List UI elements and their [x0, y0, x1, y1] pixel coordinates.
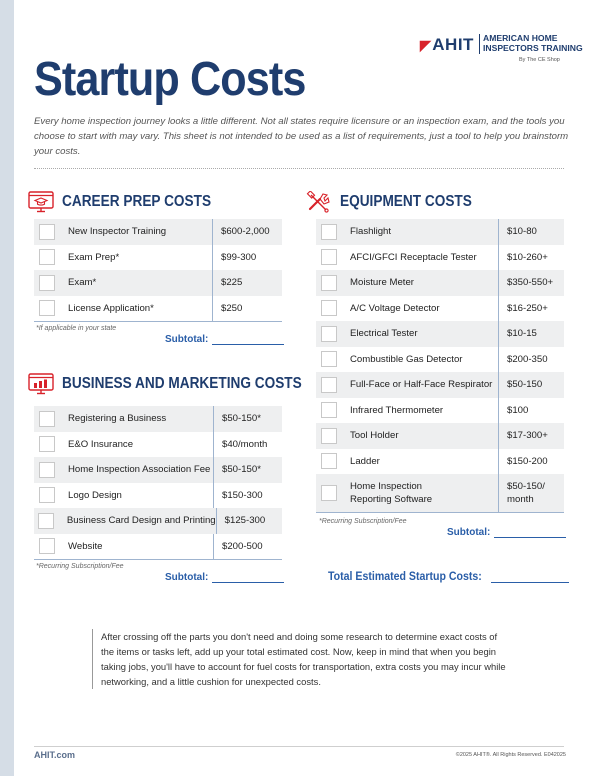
subtotal-label: Subtotal:: [447, 527, 491, 538]
left-accent-bar: [0, 0, 14, 776]
item-label: New Inspector Training: [68, 226, 167, 238]
checkbox-cell: [316, 347, 342, 373]
item-label: Website: [68, 540, 103, 552]
item-price: $50-150: [498, 372, 564, 398]
subtotal-input-line[interactable]: [494, 527, 566, 538]
item-price-line1: $50-150/: [507, 481, 545, 492]
item-price: $150-200: [498, 449, 564, 475]
ahit-logo: [420, 30, 583, 70]
item-label: A/C Voltage Detector: [350, 302, 440, 314]
item-label: Combustible Gas Detector: [350, 353, 463, 365]
checkbox-cell: [34, 432, 60, 458]
checkbox-cell: [316, 296, 342, 322]
item-label-line2: Reporting Software: [350, 494, 433, 505]
checkbox[interactable]: [321, 453, 337, 469]
table-row: [316, 449, 564, 475]
item-label: Ladder: [350, 455, 380, 467]
table-row: [316, 219, 564, 245]
table-row: [34, 432, 282, 458]
business-title: BUSINESS AND MARKETING COSTS: [62, 375, 302, 392]
item-price: $99-300: [212, 245, 282, 271]
item-label: Tool Holder: [350, 430, 399, 442]
logo-name-line2: INSPECTORS TRAINING: [483, 43, 583, 53]
checkbox-cell: [34, 270, 60, 296]
footer-site-link[interactable]: AHIT.com: [34, 750, 76, 760]
item-price: $250: [212, 296, 282, 322]
checkbox-cell: [316, 245, 342, 271]
checkbox[interactable]: [321, 224, 337, 240]
logo-mark-text: AHIT: [432, 35, 474, 54]
item-price: $200-500: [213, 534, 282, 560]
tools-icon: [306, 191, 332, 213]
career-prep-table: [34, 219, 282, 322]
table-bottom-rule: [34, 321, 282, 322]
equipment-table: [316, 219, 564, 513]
item-price: $125-300: [216, 508, 282, 534]
intro-text: Every home inspection journey looks a little different. Not all states require licensure or an inspection exam, and the tools you choose to start with may vary. This sheet is not intended to be used as a list of requirements, just a tool to help you brainstorm your costs.: [34, 116, 569, 157]
career-prep-header: [28, 190, 231, 214]
equipment-note: *Recurring Subscription/Fee: [319, 518, 407, 525]
item-price: $10-260+: [498, 245, 564, 271]
table-row: [316, 372, 564, 398]
item-price: $50-150*: [213, 457, 282, 483]
item-price: $16-250+: [498, 296, 564, 322]
item-price: $200-350: [498, 347, 564, 373]
business-table: [34, 406, 282, 560]
logo-name: [483, 33, 583, 53]
item-label: Exam*: [68, 277, 97, 289]
career-prep-title: CAREER PREP COSTS: [62, 193, 212, 210]
table-row: [34, 245, 282, 271]
checkbox[interactable]: [39, 224, 55, 240]
checkbox[interactable]: [321, 249, 337, 265]
business-subtotal: [165, 572, 284, 583]
checkbox-cell: [316, 270, 342, 296]
item-price: [498, 474, 564, 512]
table-row: [34, 270, 282, 296]
checkbox[interactable]: [321, 351, 337, 367]
subtotal-input-line[interactable]: [212, 334, 284, 345]
checkbox-cell: [316, 372, 342, 398]
item-price: $10-15: [498, 321, 564, 347]
checkbox-cell: [34, 406, 60, 432]
table-row: [34, 483, 282, 509]
item-price: $17-300+: [498, 423, 564, 449]
subtotal-label: Subtotal:: [165, 572, 209, 583]
checkbox-cell: [316, 449, 342, 475]
item-label: Infrared Thermometer: [350, 404, 444, 416]
logo-name-line1: AMERICAN HOME: [483, 33, 558, 43]
item-price: $10-80: [498, 219, 564, 245]
item-price: $100: [498, 398, 564, 424]
checkbox-cell: [316, 219, 342, 245]
item-label: Registering a Business: [68, 413, 167, 425]
checkbox[interactable]: [39, 275, 55, 291]
item-price: $40/month: [213, 432, 282, 458]
logo-mark: [420, 35, 474, 55]
equipment-header: [306, 190, 490, 214]
table-row: [34, 534, 282, 560]
table-row: [316, 474, 564, 512]
table-row: [316, 296, 564, 322]
checkbox[interactable]: [39, 300, 55, 316]
business-note: *Recurring Subscription/Fee: [36, 563, 124, 570]
closing-paragraph: After crossing off the parts you don't need and doing some research to determine exact costs of the items or tasks left, add up your total estimated cost. Now, keep in mind that when you begin taking jobs, you'll have to account for fuel costs for transportation, extra costs you may incur while networking, and a little cushion for unexpected costs.: [92, 629, 512, 689]
career-prep-subtotal: [165, 334, 284, 345]
checkbox-cell: [316, 423, 342, 449]
item-price: $600-2,000: [212, 219, 282, 245]
checkbox-cell: [34, 534, 60, 560]
checkbox[interactable]: [321, 485, 337, 501]
table-row: [34, 219, 282, 245]
business-header: [28, 372, 334, 396]
checkbox-cell: [34, 457, 60, 483]
item-label: Full-Face or Half-Face Respirator: [350, 379, 493, 391]
table-row: [316, 423, 564, 449]
checkbox[interactable]: [39, 538, 55, 554]
subtotal-label: Subtotal:: [165, 334, 209, 345]
checkbox[interactable]: [321, 300, 337, 316]
item-label: Home Inspection Association Fee: [68, 464, 211, 476]
table-row: [316, 245, 564, 271]
logo-swoosh-icon: ◤: [420, 37, 432, 53]
table-row: [34, 457, 282, 483]
item-label-line1: Home Inspection: [350, 481, 422, 492]
checkbox[interactable]: [321, 402, 337, 418]
item-label: Electrical Tester: [350, 328, 418, 340]
page-title: Startup Costs: [34, 53, 306, 106]
checkbox-cell: [34, 483, 60, 509]
checkbox[interactable]: [39, 411, 55, 427]
footer-copyright: ©2025 AHIT®. All Rights Reserved. E042025: [455, 752, 566, 758]
business-marketing-icon: [28, 373, 54, 395]
item-label: Moisture Meter: [350, 277, 414, 289]
checkbox-cell: [316, 398, 342, 424]
item-price: $50-150*: [213, 406, 282, 432]
checkbox[interactable]: [39, 487, 55, 503]
item-label: Logo Design: [68, 489, 122, 501]
checkbox[interactable]: [39, 462, 55, 478]
table-row: [34, 296, 282, 322]
total-label: Total Estimated Startup Costs:: [328, 571, 482, 583]
item-price: $225: [212, 270, 282, 296]
checkbox[interactable]: [321, 428, 337, 444]
item-price: $350-550+: [498, 270, 564, 296]
item-label: E&O Insurance: [68, 438, 134, 450]
career-prep-note: *If applicable in your state: [36, 325, 117, 332]
table-row: [34, 508, 282, 534]
table-bottom-rule: [34, 559, 282, 560]
checkbox-cell: [34, 219, 60, 245]
table-row: [34, 406, 282, 432]
computer-graduation-icon: [28, 191, 54, 213]
equipment-subtotal: [447, 527, 566, 538]
checkbox-cell: [34, 296, 60, 322]
item-label: Exam Prep*: [68, 251, 120, 263]
logo-by-line: By The CE Shop: [519, 57, 560, 63]
dotted-separator: [34, 168, 564, 169]
logo-divider: [479, 34, 480, 54]
checkbox[interactable]: [321, 326, 337, 342]
equipment-title: EQUIPMENT COSTS: [340, 193, 472, 210]
item-label: AFCI/GFCI Receptacle Tester: [350, 251, 477, 263]
item-price-line2: month: [507, 494, 534, 505]
item-label: Flashlight: [350, 226, 392, 238]
table-row: [316, 270, 564, 296]
checkbox-cell: [34, 508, 59, 534]
checkbox[interactable]: [39, 249, 55, 265]
checkbox[interactable]: [321, 377, 337, 393]
checkbox-cell: [316, 474, 342, 512]
total-input-line[interactable]: [491, 572, 569, 583]
footer-rule: [34, 746, 564, 747]
item-label: Business Card Design and Printing: [66, 515, 216, 527]
checkbox[interactable]: [38, 513, 54, 529]
checkbox-cell: [34, 245, 60, 271]
table-row: [316, 321, 564, 347]
subtotal-input-line[interactable]: [212, 572, 284, 583]
item-label: License Application*: [68, 302, 154, 314]
total-estimated-costs: [328, 571, 569, 583]
item-price: $150-300: [213, 483, 282, 509]
checkbox-cell: [316, 321, 342, 347]
checkbox[interactable]: [39, 436, 55, 452]
table-bottom-rule: [316, 512, 564, 513]
table-row: [316, 347, 564, 373]
checkbox[interactable]: [321, 275, 337, 291]
table-row: [316, 398, 564, 424]
item-label: [342, 474, 498, 512]
